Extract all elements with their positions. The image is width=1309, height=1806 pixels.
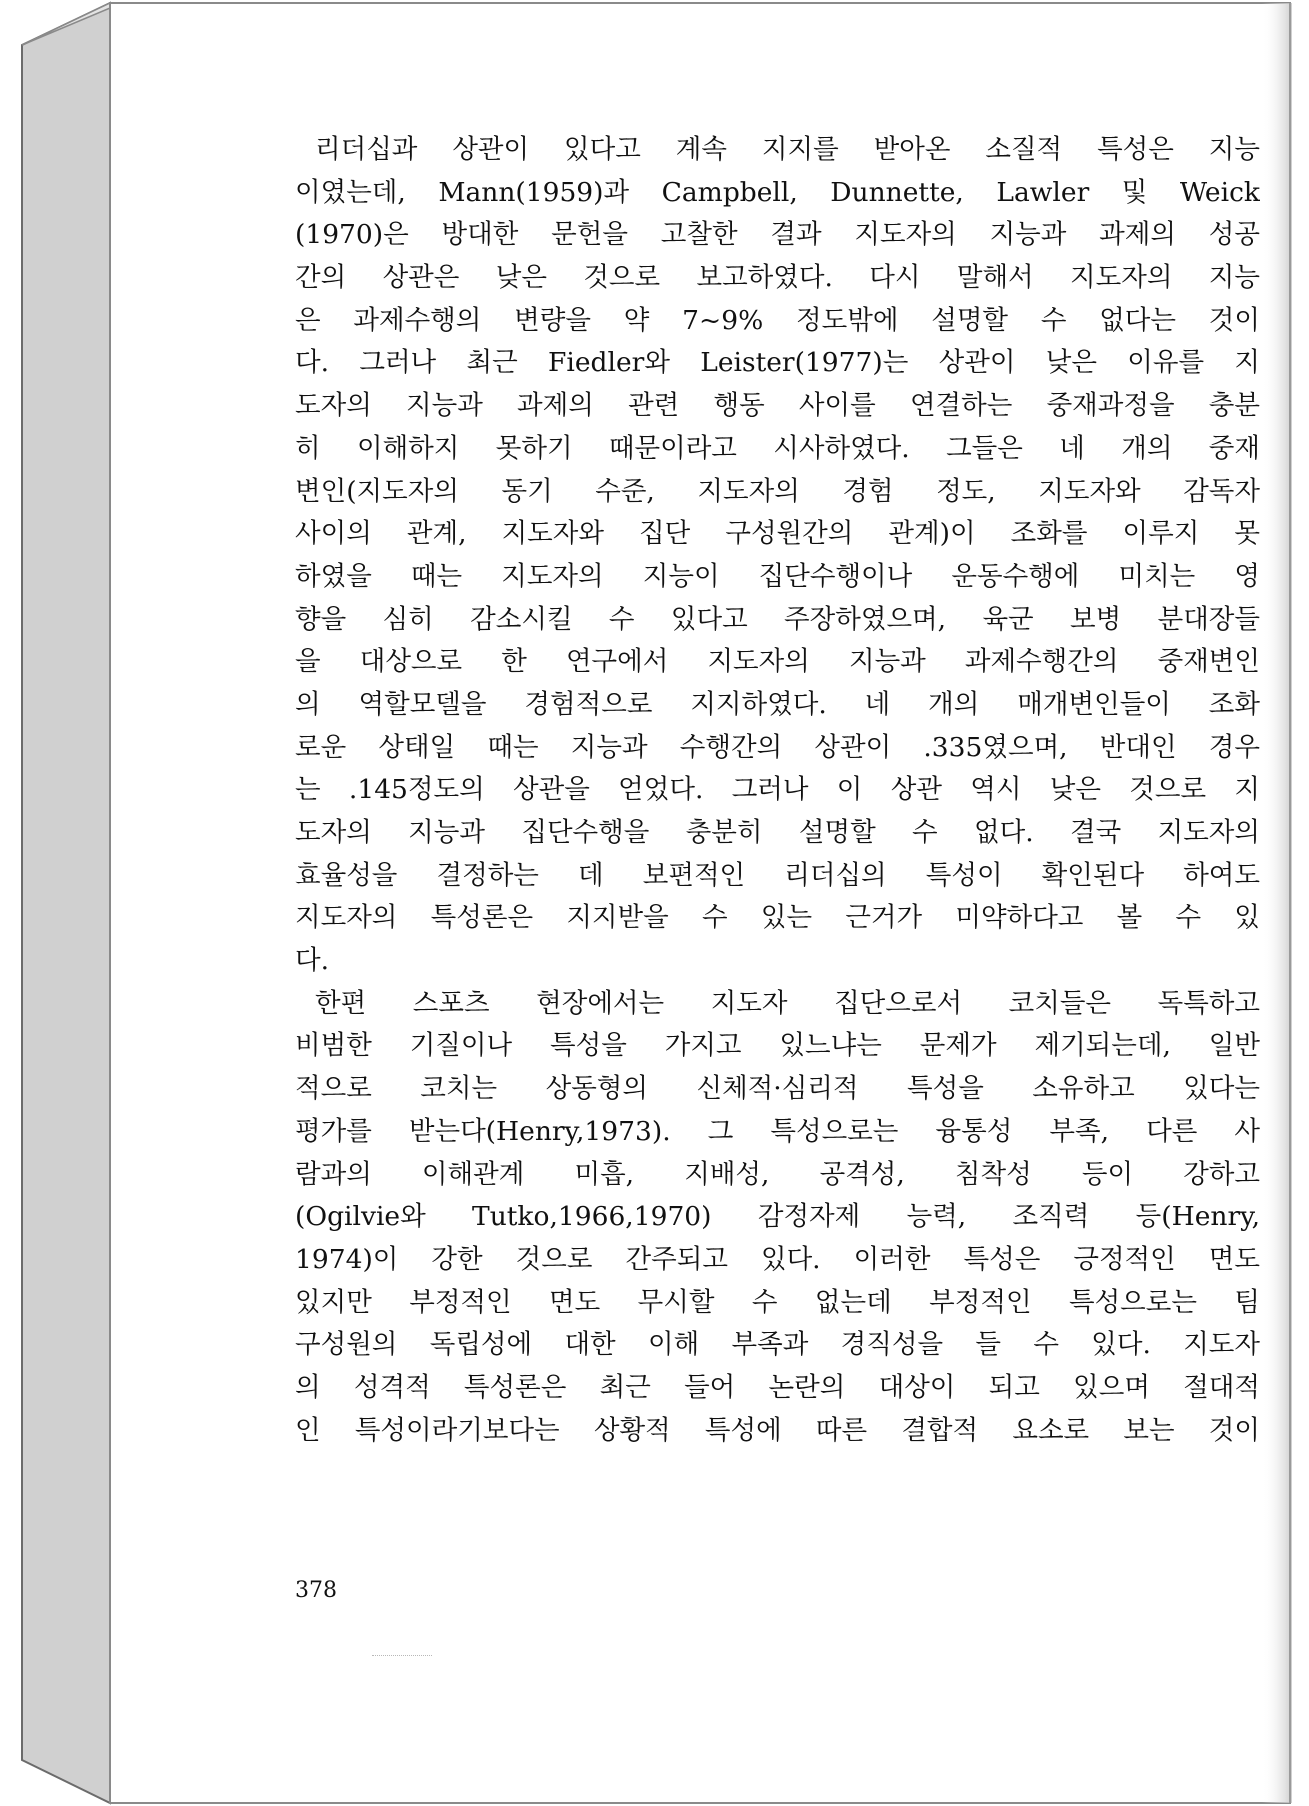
text-line: 간의 상관은 낮은 것으로 보고하였다. 다시 말해서 지도자의 지능 [295,262,1260,294]
text-line: 비범한 기질이나 특성을 가지고 있느냐는 문제가 제기되는데, 일반 [295,1030,1260,1062]
text-line: 지도자의 특성론은 지지받을 수 있는 근거가 미약하다고 볼 수 있 [295,902,1260,934]
text-line: 사이의 관계, 지도자와 집단 구성원간의 관계)이 조화를 이루지 못 [295,518,1260,550]
text-line: 인 특성이라기보다는 상황적 특성에 따른 결합적 요소로 보는 것이 [295,1414,1260,1446]
text-line: 의 역할모델을 경험적으로 지지하였다. 네 개의 매개변인들이 조화 [295,688,1260,720]
document-page [110,3,1290,1803]
text-line: 는 .145정도의 상관을 얻었다. 그러나 이 상관 역시 낮은 것으로 지 [295,774,1260,806]
text-line: 다. [295,945,330,977]
text-line: 을 대상으로 한 연구에서 지도자의 지능과 과제수행간의 중재변인 [295,646,1260,678]
text-line: 변인(지도자의 동기 수준, 지도자의 경험 정도, 지도자와 감독자 [295,475,1260,507]
text-line: (1970)은 방대한 문헌을 고찰한 결과 지도자의 지능과 과제의 성공 [295,219,1260,251]
paragraph-2 [295,983,1260,1453]
text-line: 평가를 받는다(Henry,1973). 그 특성으로는 융통성 부족, 다른 사 [295,1115,1260,1147]
book-spine [22,3,110,1803]
text-line: 람과의 이해관계 미흡, 지배성, 공격성, 침착성 등이 강하고 [295,1158,1260,1190]
text-line: 있지만 부정적인 면도 무시할 수 없는데 부정적인 특성으로는 팀 [295,1286,1260,1318]
text-line: 적으로 코치는 상동형의 신체적·심리적 특성을 소유하고 있다는 [295,1073,1260,1105]
text-line: 로운 상태일 때는 지능과 수행간의 상관이 .335였으며, 반대인 경우 [295,731,1260,763]
text-line: 도자의 지능과 집단수행을 충분히 설명할 수 없다. 결국 지도자의 [295,817,1260,848]
text-line: (Ogilvie와 Tutko,1966,1970) 감정자제 능력, 조직력 등(Henry, [295,1201,1260,1233]
scan-artifact [372,1655,432,1658]
text-line: 한편 스포츠 현장에서는 지도자 집단으로서 코치들은 독특하고 [315,987,1260,1019]
text-line: 효율성을 결정하는 데 보편적인 리더십의 특성이 확인된다 하여도 [295,859,1260,891]
page-number: 378 [295,1578,337,1603]
text-line: 구성원의 독립성에 대한 이해 부족과 경직성을 들 수 있다. 지도자 [295,1329,1260,1361]
text-line: 다. 그러나 최근 Fiedler와 Leister(1977)는 상관이 낮은 이유를 지 [295,347,1260,379]
text-line: 히 이해하지 못하기 때문이라고 시사하였다. 그들은 네 개의 중재 [295,432,1260,464]
text-line: 은 과제수행의 변량을 약 7~9% 정도밖에 설명할 수 없다는 것이 [295,304,1260,336]
text-line: 이였는데, Mann(1959)과 Campbell, Dunnette, Lawler 및 Weick [295,176,1260,208]
text-line: 하였을 때는 지도자의 지능이 집단수행이나 운동수행에 미치는 영 [295,560,1260,592]
text-line: 1974)이 강한 것으로 간주되고 있다. 이러한 특성은 긍정적인 면도 [295,1243,1260,1275]
text-line: 리더십과 상관이 있다고 계속 지지를 받아온 소질적 특성은 지능 [315,134,1260,165]
body-text [295,129,1260,1452]
text-line: 향을 심히 감소시킬 수 있다고 주장하였으며, 육군 보병 분대장들 [295,603,1260,635]
text-line: 의 성격적 특성론은 최근 들어 논란의 대상이 되고 있으며 절대적 [295,1371,1260,1403]
paragraph-1 [295,129,1260,983]
text-line: 도자의 지능과 과제의 관련 행동 사이를 연결하는 중재과정을 충분 [295,390,1260,422]
